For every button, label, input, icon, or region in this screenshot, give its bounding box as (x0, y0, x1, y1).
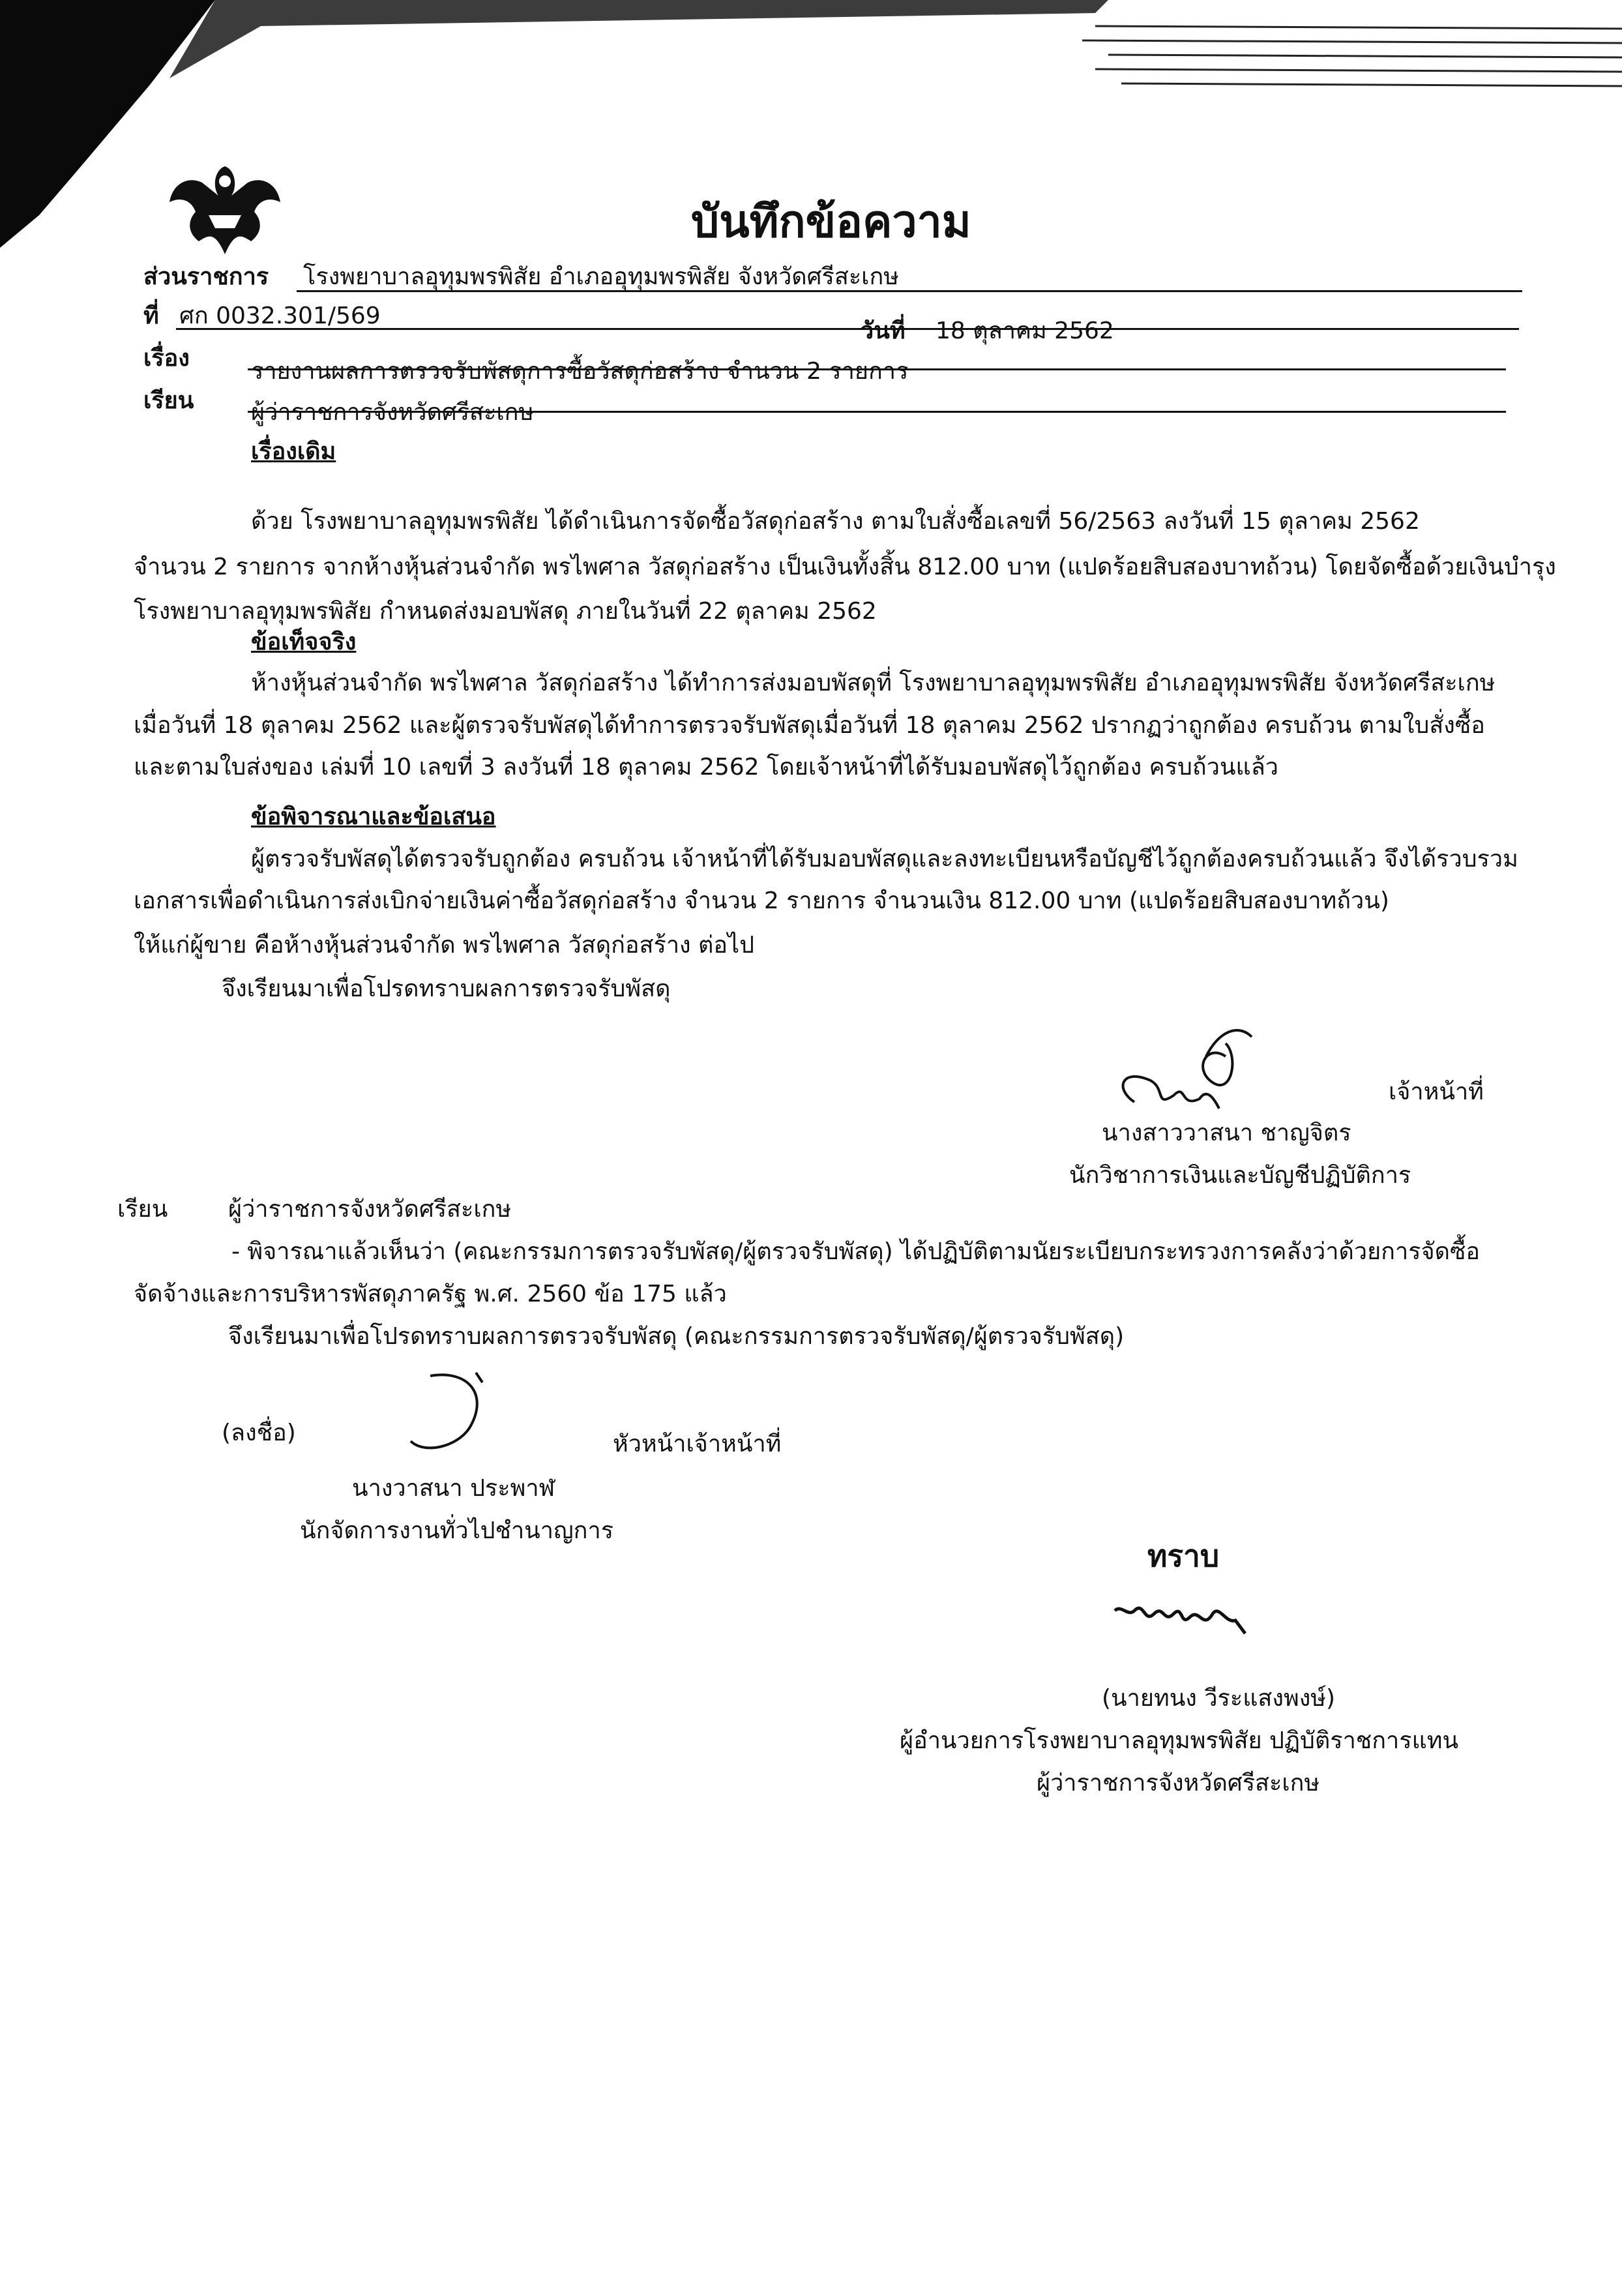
background-line-3: โรงพยาบาลอุทุมพรพิสัย กำหนดส่งมอบพัสดุ ภายในวันที่ 22 ตุลาคม 2562 (134, 598, 877, 625)
date-label: วันที่ (861, 318, 906, 344)
reference-date-underline (176, 328, 1519, 330)
date-value: 18 ตุลาคม 2562 (936, 318, 1114, 344)
sig2-role: หัวหน้าเจ้าหน้าที่ (613, 1431, 782, 1457)
to-value: ผู้ว่าราชการจังหวัดศรีสะเกษ (251, 399, 535, 426)
department-value: โรงพยาบาลอุทุมพรพิสัย อำเภออุทุมพรพิสัย จังหวัดศรีสะเกษ (303, 263, 900, 290)
to-label: เรียน (143, 387, 194, 414)
considerations-line-3: ให้แก่ผู้ขาย คือห้างหุ้นส่วนจำกัด พรไพศาล วัสดุก่อสร้าง ต่อไป (134, 932, 755, 959)
subject-value: รายงานผลการตรวจรับพัสดุการซื้อวัสดุก่อสร้าง จำนวน 2 รายการ (251, 358, 909, 385)
sig2-sign-label: (ลงชื่อ) (222, 1420, 296, 1446)
chief-signature (391, 1363, 502, 1461)
considerations-line-1: ผู้ตรวจรับพัสดุได้ตรวจรับถูกต้อง ครบถ้วน เจ้าหน้าที่ได้รับมอบพัสดุและลงทะเบียนหรือบัญชีไว้ถูกต้องครบถ้วนแล้ว จึงได้รวบรวม (251, 846, 1518, 872)
sig1-role: เจ้าหน้าที่ (1389, 1079, 1484, 1105)
reference-label: ที่ (143, 303, 159, 329)
approval-name: (นายทนง วีระแสงพงษ์) (1102, 1685, 1336, 1712)
sig1-name: นางสาววาสนา ชาญจิตร (1102, 1120, 1351, 1146)
facts-line-2: เมื่อวันที่ 18 ตุลาคม 2562 และผู้ตรวจรับพัสดุได้ทำการตรวจรับพัสดุเมื่อวันที่ 18 ตุลาคม 2562 ปรากฏว่าถูกต้อง ครบถ้วน ตามใบสั่งซื้อ (134, 712, 1485, 739)
section2-to-label: เรียน (117, 1196, 168, 1223)
body-closing: จึงเรียนมาเพื่อโปรดทราบผลการตรวจรับพัสดุ (222, 976, 671, 1002)
heading-background: เรื่องเดิม (251, 438, 336, 465)
considerations-line-2: เอกสารเพื่อดำเนินการส่งเบิกจ่ายเงินค่าซื้อวัสดุก่อสร้าง จำนวน 2 รายการ จำนวนเงิน 812.00 บาท (แปดร้อยสิบสองบาทถ้วน) (134, 887, 1389, 914)
heading-facts: ข้อเท็จจริง (251, 629, 357, 655)
approval-ack: ทราบ (1147, 1538, 1220, 1573)
subject-underline (248, 368, 1506, 370)
section2-to-value: ผู้ว่าราชการจังหวัดศรีสะเกษ (228, 1196, 512, 1223)
background-line-2: จำนวน 2 รายการ จากห้างหุ้นส่วนจำกัด พรไพศาล วัสดุก่อสร้าง เป็นเงินทั้งสิ้น 812.00 บาท (แปดร้อยสิบสองบาทถ้วน) โดยจัดซื้อด้วยเงินบำรุง (134, 554, 1556, 580)
reference-value: ศก 0032.301/569 (179, 303, 381, 329)
garuda-emblem-icon (163, 157, 287, 261)
to-underline (248, 411, 1506, 413)
sig2-name: นางวาสนา ประพาฬ (352, 1475, 555, 1502)
section2-closing: จึงเรียนมาเพื่อโปรดทราบผลการตรวจรับพัสดุ (คณะกรรมการตรวจรับพัสดุ/ผู้ตรวจรับพัสดุ) (228, 1323, 1125, 1350)
background-line-1: ด้วย โรงพยาบาลอุทุมพรพิสัย ได้ดำเนินการจัดซื้อวัสดุก่อสร้าง ตามใบสั่งซื้อเลขที่ 56/2563 ลงวันที่ 15 ตุลาคม 2562 (251, 508, 1420, 535)
sig2-position: นักจัดการงานทั่วไปชำนาญการ (300, 1517, 614, 1544)
subject-label: เรื่อง (143, 345, 190, 372)
memo-title: บันทึกข้อความ (691, 196, 971, 248)
heading-considerations: ข้อพิจารณาและข้อเสนอ (251, 803, 496, 830)
facts-line-3: และตามใบส่งของ เล่มที่ 10 เลขที่ 3 ลงวันที่ 18 ตุลาคม 2562 โดยเจ้าหน้าที่ได้รับมอบพัสดุไว้ถูกต้อง ครบถ้วนแล้ว (134, 754, 1279, 781)
sig1-position: นักวิชาการเงินและบัญชีปฏิบัติการ (1069, 1162, 1411, 1189)
section2-line-1: - พิจารณาแล้วเห็นว่า (คณะกรรมการตรวจรับพัสดุ/ผู้ตรวจรับพัสดุ) ได้ปฏิบัติตามนัยระเบียบกระทรวงการคลังว่าด้วยการจัดซื้อ (231, 1238, 1481, 1265)
section2-line-2: จัดจ้างและการบริหารพัสดุภาครัฐ พ.ศ. 2560 ข้อ 175 แล้ว (134, 1281, 727, 1307)
department-underline (297, 290, 1522, 292)
facts-line-1: ห้างหุ้นส่วนจำกัด พรไพศาล วัสดุก่อสร้าง ได้ทำการส่งมอบพัสดุที่ โรงพยาบาลอุทุมพรพิสัย อำเภออุทุมพรพิสัย จังหวัดศรีสะเกษ (251, 670, 1496, 696)
approval-position-1: ผู้อำนวยการโรงพยาบาลอุทุมพรพิสัย ปฏิบัติราชการแทน (900, 1727, 1459, 1754)
department-label: ส่วนราชการ (143, 263, 269, 290)
approval-position-2: ผู้ว่าราชการจังหวัดศรีสะเกษ (1037, 1770, 1320, 1797)
director-signature (1108, 1585, 1258, 1643)
